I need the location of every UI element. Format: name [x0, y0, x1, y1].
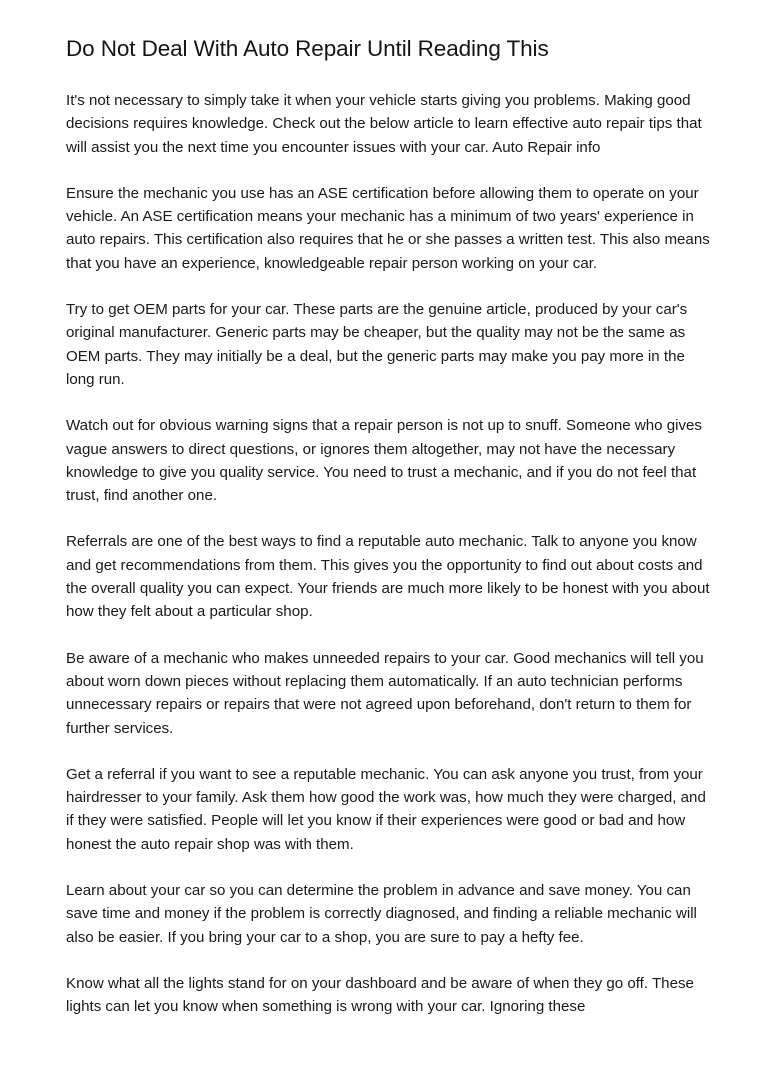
paragraph-learn-your-car: Learn about your car so you can determine the problem in advance and save money. You can save time and money if the problem is correctly diagnosed, and finding a reliable mechanic will also be easier. If you bring your car to a shop, you are sure to pay a hefty fee.	[66, 882, 697, 946]
document-body	[66, 32, 716, 1042]
paragraph-oem-parts: Try to get OEM parts for your car. These parts are the genuine article, produced by your car's original manufacturer. Generic parts may be cheaper, but the quality may not be the same as OEM parts. They may initially be a deal, but the generic parts may make you pay more in the long run.	[66, 301, 688, 388]
paragraph-get-referral: Get a referral if you want to see a reputable mechanic. You can ask anyone you trust, from your hairdresser to your family. Ask them how good the work was, how much they were charged, and if they were satisfied. People will let you know if their experiences were good or bad and how honest the auto repair shop was with them.	[66, 765, 706, 853]
document-title: Do Not Deal With Auto Repair Until Reading This	[66, 36, 549, 61]
paragraph-ase-intro: It's not necessary to simply take it when your vehicle starts giving you problems. Making good decisions requires knowledge. Check out the below article to learn effective auto repair tips that will assist you the next time you encounter issues with your car. Auto Repair info	[66, 92, 702, 156]
paragraph-dashboard-lights: Know what all the lights stand for on your dashboard and be aware of when they go off. These lights can let you know when something is wrong with your car. Ignoring these	[66, 974, 694, 1016]
paragraph-unneeded-repairs: Be aware of a mechanic who makes unneeded repairs to your car. Good mechanics will tell you about worn down pieces without replacing them automatically. If an auto technician performs unnecessary repairs or repairs that were not agreed upon beforehand, don't return to them for further services.	[66, 649, 704, 737]
paragraph-referrals: Referrals are one of the best ways to find a reputable auto mechanic. Talk to anyone you know and get recommendations from them. This gives you the opportunity to find out about costs and the overall quality you can expect. Your friends are much more likely to be honest with you about how they felt about a particular shop.	[66, 533, 710, 621]
paragraph-ase-certification: Ensure the mechanic you use has an ASE certification before allowing them to operate on your vehicle. An ASE certification means your mechanic has a minimum of two years' experience in auto repairs. This certification also requires that he or she passes a written test. This also means that you have an experience, knowledgeable repair person working on your car.	[66, 184, 710, 272]
paragraph-warning-signs: Watch out for obvious warning signs that a repair person is not up to snuff. Someone who gives vague answers to direct questions, or ignores them altogether, may not have the necessary knowledge to give you quality service. You need to trust a mechanic, and if you do not feel that trust, find another one.	[66, 417, 702, 505]
